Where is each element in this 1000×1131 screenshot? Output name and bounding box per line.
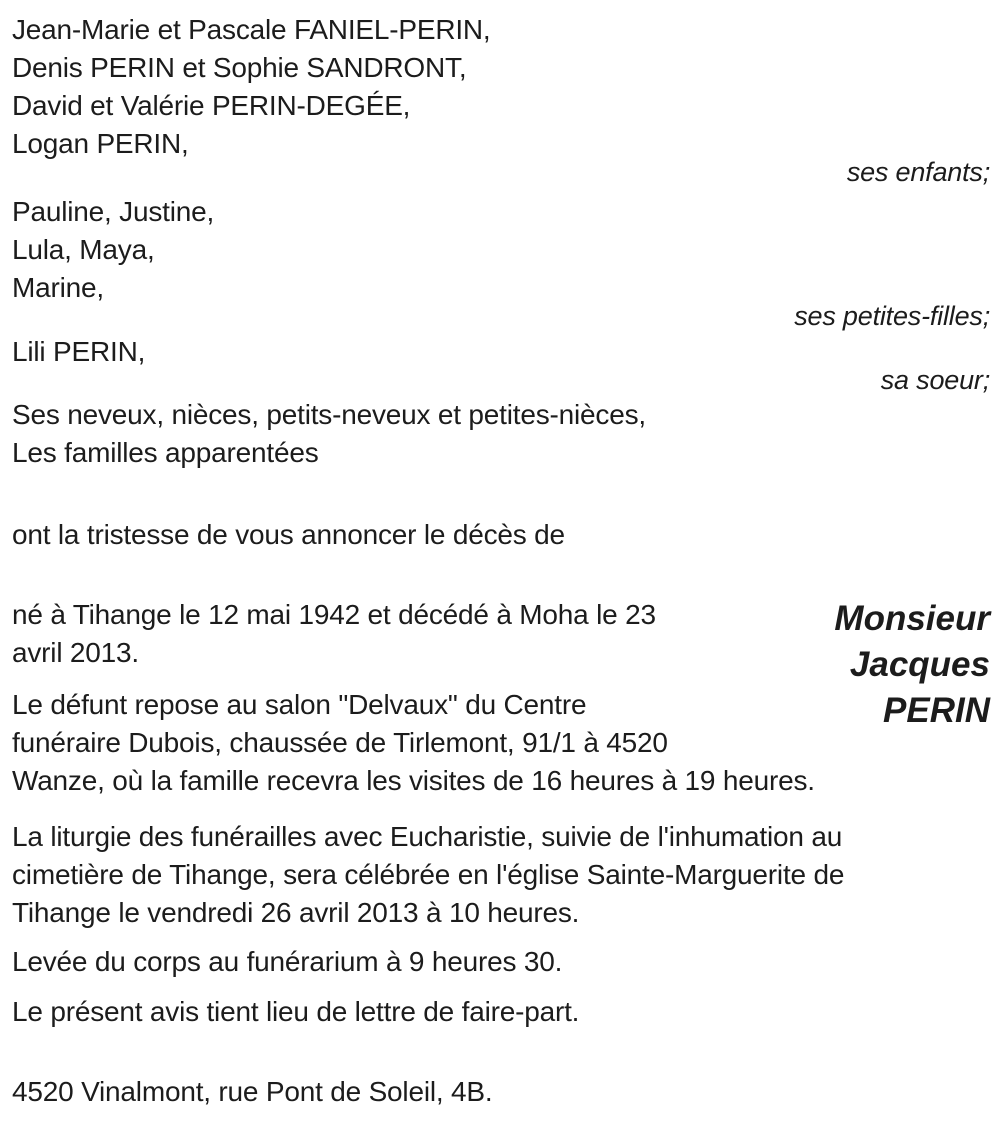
relatives-names: Ses neveux, nièces, petits-neveux et petites-nièces, Les familles apparentées	[12, 399, 646, 468]
repose-paragraph: Le défunt repose au salon "Delvaux" du Centre funéraire Dubois, chaussée de Tirlemont, 91/1 à 4520 Wanze, où la famille recevra les visites de 16 heures à 19 heures.	[12, 689, 815, 796]
birth-death-paragraph: né à Tihange le 12 mai 1942 et décédé à Moha le 23 avril 2013.	[12, 599, 656, 668]
relation-label-granddaughters: ses petites-filles;	[794, 301, 990, 331]
children-names: Jean-Marie et Pascale FANIEL-PERIN, Denis PERIN et Sophie SANDRONT, David et Valérie PERIN-DEGÉE, Logan PERIN,	[12, 14, 491, 159]
family-section	[12, 11, 990, 472]
notice-section	[12, 596, 990, 1031]
announcement-line: ont la tristesse de vous annoncer le décès de	[12, 519, 565, 550]
relation-label-sister: sa soeur;	[880, 365, 990, 395]
sister-name: Lili PERIN,	[12, 336, 146, 367]
liturgy-paragraph: La liturgie des funérailles avec Eucharistie, suivie de l'inhumation au cimetière de Tihange, sera célébrée en l'église Sainte-Marguerite de Tihange le vendredi 26 avril 2013 à 10 heures.	[12, 821, 845, 928]
granddaughters-names: Pauline, Justine, Lula, Maya, Marine,	[12, 196, 215, 303]
address-line: 4520 Vinalmont, rue Pont de Soleil, 4B.	[12, 1076, 493, 1107]
relation-label-children: ses enfants;	[846, 157, 990, 187]
faire-part-notice-paragraph: Le présent avis tient lieu de lettre de faire-part.	[12, 996, 580, 1027]
levee-du-corps-paragraph: Levée du corps au funérarium à 9 heures 30.	[12, 946, 563, 977]
deceased-name: Monsieur Jacques PERIN	[834, 599, 990, 730]
